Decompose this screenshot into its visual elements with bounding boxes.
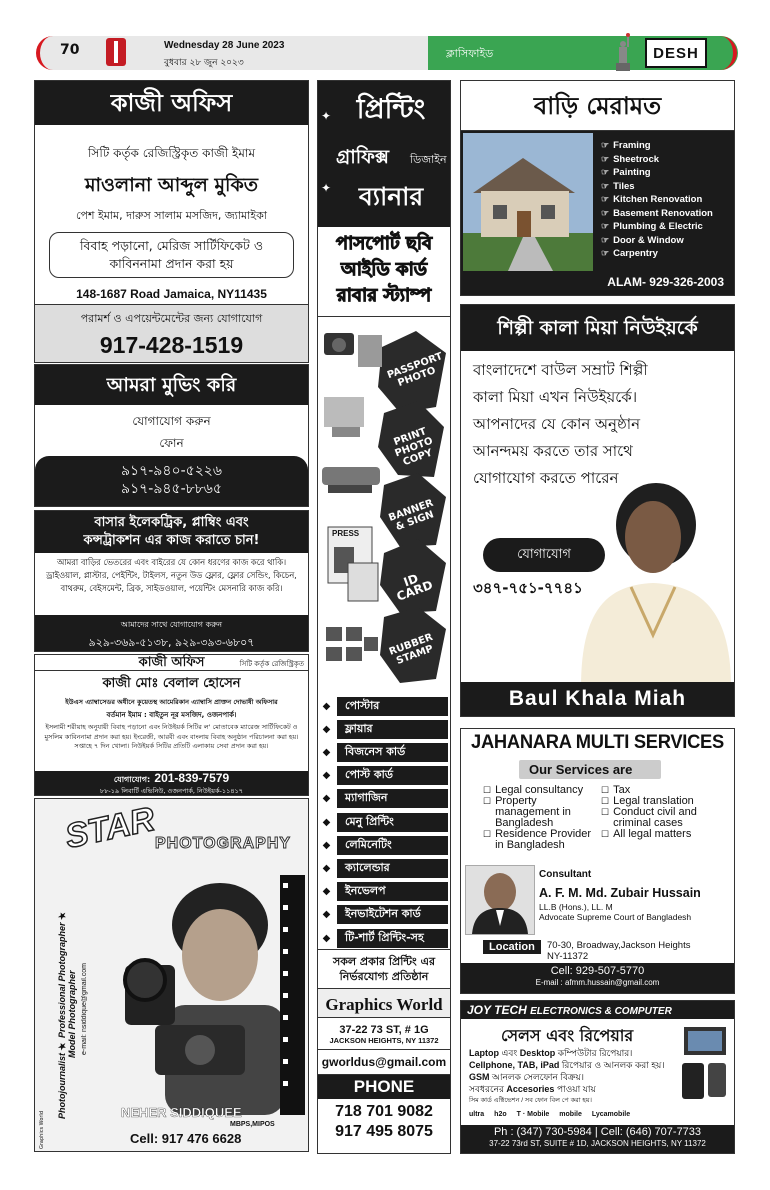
printing-services-list bbox=[318, 691, 450, 949]
joytech-bn-title: সেলস এবং রিপেয়ার bbox=[501, 1026, 634, 1045]
service-item bbox=[322, 788, 448, 810]
graphics-title: গ্রাফিক্স bbox=[336, 146, 390, 168]
location-line-1: 70-30, Broadway,Jackson Heights bbox=[547, 940, 691, 951]
baul-name: Baul Khala Miah bbox=[461, 682, 734, 716]
service-label: টি-শার্ট প্রিন্টিং-সহ bbox=[337, 929, 448, 948]
repair-item bbox=[601, 139, 713, 153]
pointing-hand-icon: ☞ bbox=[601, 153, 610, 164]
joytech-title2: ELECTRONICS & COMPUTER bbox=[530, 1006, 672, 1017]
passport-photo-text: পাসপোর্ট ছবি bbox=[335, 233, 433, 254]
diamond-bullet-icon: ◆ bbox=[322, 700, 331, 712]
diamond-bullet-icon: ◆ bbox=[322, 723, 331, 735]
service-label: Residence Provider in Bangladesh bbox=[495, 828, 592, 851]
devices-icon bbox=[680, 1023, 730, 1103]
service-item bbox=[601, 807, 721, 829]
service-label: মেনু প্রিন্টিং bbox=[337, 813, 448, 832]
service-item bbox=[483, 829, 595, 851]
joytech-address: 37-22 73rd ST, SUITE # 1D, JACKSON HEIGHTS, NY 11372 bbox=[489, 1139, 706, 1148]
home-repair-ad bbox=[460, 80, 735, 296]
kazi-address: 148-1687 Road Jamaica, NY11435 bbox=[76, 287, 267, 301]
repair-services-list bbox=[601, 139, 713, 261]
diamond-icon: ✦ bbox=[321, 109, 332, 123]
phone-title: PHONE bbox=[318, 1075, 450, 1099]
available-text: পাওয়া যায় bbox=[556, 1084, 596, 1094]
service-label: Property management in Bangladesh bbox=[495, 795, 571, 829]
jahanara-cell[interactable]: Cell: 929-507-5770 bbox=[550, 965, 645, 977]
printing-collage bbox=[318, 317, 450, 691]
stamp-banner: BANNER & SIGN bbox=[387, 497, 436, 534]
kazi-contact-label: পরামর্শ ও এপয়েন্টমেন্টের জন্য যোগাযোগ bbox=[80, 312, 263, 325]
service-item bbox=[483, 796, 595, 829]
section-title: ক্লাসিফাইড bbox=[446, 47, 494, 60]
checkbox-icon: ☐ bbox=[601, 785, 610, 795]
repair-item-label: Sheetrock bbox=[613, 153, 660, 165]
checkbox-icon: ☐ bbox=[601, 807, 610, 817]
service-item bbox=[322, 741, 448, 763]
printing-address-2: JACKSON HEIGHTS, NY 11372 bbox=[329, 1036, 439, 1045]
moving-phone-2[interactable]: ৯১৭-৯৪৫-৮৮৬৫ bbox=[121, 481, 222, 497]
diamond-bullet-icon: ◆ bbox=[322, 770, 331, 782]
stamp-passport: PASSPORT PHOTO bbox=[385, 351, 445, 390]
photographer-degree: MBPS,MIPOS bbox=[230, 1121, 275, 1128]
pointing-hand-icon: ☞ bbox=[601, 180, 610, 191]
cellphone-text: Cellphone, TAB, iPad bbox=[469, 1060, 560, 1070]
repair-item bbox=[601, 153, 713, 167]
service-item bbox=[322, 811, 448, 833]
kazi2-address: ৮৮-১৯ লিবার্টি এভিনিউ, ওজনপার্ক, নিউইয়র্ক-১১৪১৭ bbox=[100, 787, 243, 795]
checkbox-icon: ☐ bbox=[483, 785, 492, 795]
carrier-logos bbox=[469, 1111, 630, 1118]
star-logo: STAR bbox=[61, 800, 158, 856]
graphics-world-brand: Graphics World bbox=[318, 989, 450, 1018]
kazi2-title: কাজী অফিস bbox=[138, 655, 205, 670]
joytech-ad bbox=[460, 1000, 735, 1154]
service-label: Legal consultancy bbox=[495, 784, 584, 796]
electric-ad bbox=[34, 510, 309, 652]
service-item bbox=[322, 881, 448, 903]
joytech-line-4 bbox=[469, 1083, 684, 1095]
joytech-phones[interactable]: Ph : (347) 730-5984 | Cell: (646) 707-7733 bbox=[493, 1126, 702, 1138]
service-label: All legal matters bbox=[613, 828, 692, 840]
diamond-bullet-icon: ◆ bbox=[322, 793, 331, 805]
diamond-bullet-icon: ◆ bbox=[322, 862, 331, 874]
pointing-hand-icon: ☞ bbox=[601, 194, 610, 205]
baul-title: শিল্পী কালা মিয়া নিউইয়র্কে bbox=[461, 305, 734, 351]
star-photography-ad bbox=[34, 798, 309, 1152]
printing-ad bbox=[317, 80, 451, 1154]
repair-item-label: Door & Window bbox=[613, 234, 684, 246]
desh-logo bbox=[645, 38, 707, 68]
printing-phone-2[interactable]: 917 495 8075 bbox=[335, 1123, 433, 1140]
printing-address-1: 37-22 73 ST, # 1G bbox=[339, 1024, 429, 1036]
design-title: ডিজাইন bbox=[410, 153, 447, 166]
service-item bbox=[322, 904, 448, 926]
services-right bbox=[601, 785, 721, 851]
repair-item bbox=[601, 166, 713, 180]
all-kinds-text: সবধরনের bbox=[469, 1084, 504, 1094]
consultant-label: Consultant bbox=[539, 869, 592, 880]
service-item bbox=[322, 857, 448, 879]
repair-title: বাড়ি মেরামত bbox=[461, 81, 734, 131]
brand-logo: Lycamobile bbox=[591, 1111, 631, 1118]
baul-photo bbox=[571, 475, 735, 687]
gsm-text: GSM bbox=[469, 1072, 490, 1082]
diamond-bullet-icon: ◆ bbox=[322, 932, 331, 944]
kazi-title: কাজী অফিস bbox=[35, 81, 308, 125]
brand-logo: h2o bbox=[494, 1111, 507, 1118]
diamond-bullet-icon: ◆ bbox=[322, 746, 331, 758]
photography-text: PHOTOGRAPHY bbox=[155, 835, 292, 852]
and-text: এবং bbox=[501, 1048, 518, 1058]
repair-item-label: Framing bbox=[613, 140, 651, 152]
baul-ad bbox=[460, 304, 735, 717]
joytech-title: JOY TECH bbox=[467, 1003, 527, 1017]
service-item bbox=[322, 695, 448, 717]
baul-text-line: আপনাদের যে কোন অনুষ্ঠান bbox=[473, 415, 641, 433]
joytech-line-2 bbox=[469, 1059, 684, 1071]
diamond-bullet-icon: ◆ bbox=[322, 886, 331, 898]
rubber-stamp-text: রাবার স্ট্যাম্প bbox=[336, 285, 432, 306]
kazi2-line1: ইউএস এ্যাম্বাসেডর অধীনে কুয়েতস্থ আমেরিকান এ্যাম্বাসি প্রাক্তন দোভাষী অফিসার bbox=[65, 698, 278, 706]
baul-text-line: বাংলাদেশে বাউল সম্রাট শিল্পী bbox=[473, 361, 648, 379]
electric-contact: আমাদের সাথে যোগাযোগ করুন bbox=[120, 620, 223, 629]
pointing-hand-icon: ☞ bbox=[601, 221, 610, 232]
kazi-role: পেশ ইমাম, দারুস সালাম মসজিদ, জ্যামাইকা bbox=[76, 209, 267, 222]
location-line-2: NY-11372 bbox=[547, 951, 589, 962]
consultant-degree: LL.B (Hons.), LL. M bbox=[539, 902, 613, 912]
moving-contact: যোগাযোগ করুন bbox=[132, 414, 211, 428]
date-bangla: বুধবার ২৮ জুন ২০২৩ bbox=[164, 58, 244, 68]
press-label: PRESS bbox=[332, 529, 360, 538]
baul-text-line: আনন্দময় করতে তার সাথে bbox=[473, 442, 633, 460]
house-photo bbox=[463, 133, 593, 271]
service-label: ম্যাগাজিন bbox=[337, 789, 448, 808]
date-english: Wednesday 28 June 2023 bbox=[164, 40, 285, 51]
repair-item-label: Painting bbox=[613, 167, 651, 179]
stamp-rubber: RUBBER STAMP bbox=[387, 631, 435, 667]
brand-logo: mobile bbox=[559, 1111, 582, 1118]
consultant-photo bbox=[465, 865, 535, 935]
stamp-id: ID CARD bbox=[394, 571, 435, 604]
service-label: Legal translation bbox=[613, 795, 694, 807]
pointing-hand-icon: ☞ bbox=[601, 167, 610, 178]
service-label: পোস্ট কার্ড bbox=[337, 766, 448, 785]
location-label: Location bbox=[483, 940, 541, 954]
graphics-credit: Graphics World bbox=[39, 1111, 45, 1149]
service-item bbox=[322, 834, 448, 856]
repair-item-label: Carpentry bbox=[613, 248, 658, 260]
unlock-text: রিপেয়ার ও আনলক করা হয়। bbox=[561, 1060, 665, 1070]
service-item bbox=[601, 829, 721, 840]
desktop-text: Desktop bbox=[519, 1048, 556, 1058]
service-item bbox=[322, 927, 448, 949]
pointing-hand-icon: ☞ bbox=[601, 140, 610, 151]
kazi2-name: কাজী মোঃ বেলাল হোসেন bbox=[102, 676, 241, 691]
service-label: পোস্টার bbox=[337, 697, 448, 716]
printing-email[interactable]: gworldus@gmail.com bbox=[318, 1050, 450, 1075]
repair-item-label: Basement Renovation bbox=[613, 207, 713, 219]
repair-item bbox=[601, 207, 713, 221]
baul-text bbox=[461, 351, 734, 492]
joytech-line-1 bbox=[469, 1047, 684, 1059]
repair-item bbox=[601, 220, 713, 234]
service-label: ক্যালেন্ডার bbox=[337, 859, 448, 878]
service-item bbox=[322, 765, 448, 787]
repair-text: কম্পিউটার রিপেয়ার। bbox=[557, 1048, 633, 1058]
stamp-print: PRINT PHOTO COPY bbox=[392, 426, 435, 469]
kazi-phone[interactable]: 917-428-1519 bbox=[99, 332, 244, 358]
brand-logo: T · Mobile bbox=[516, 1111, 550, 1118]
repair-item-label: Tiles bbox=[613, 180, 635, 192]
photographer-photo bbox=[105, 855, 305, 1115]
jahanara-email[interactable]: E-mail : afmm.hussain@gmail.com bbox=[535, 978, 660, 987]
laptop-text: Laptop bbox=[469, 1048, 499, 1058]
pointing-hand-icon: ☞ bbox=[601, 207, 610, 218]
logo-text: DESH bbox=[653, 44, 699, 62]
consultant-name: A. F. M. Md. Zubair Hussain bbox=[539, 886, 701, 900]
diamond-bullet-icon: ◆ bbox=[322, 839, 331, 851]
photographer-cell[interactable]: Cell: 917 476 6628 bbox=[130, 1131, 242, 1146]
kazi-office-ad bbox=[34, 80, 309, 363]
baul-contact-pill: যোগাযোগ bbox=[483, 538, 605, 572]
kazi-line1: সিটি কর্তৃক রেজিস্ট্রিকৃত কাজী ইমাম bbox=[87, 146, 256, 160]
consultant-title: Advocate Supreme Court of Bangladesh bbox=[539, 912, 692, 922]
checkbox-icon: ☐ bbox=[601, 829, 610, 839]
baul-text-line: যোগাযোগ করতে পারেন bbox=[473, 469, 619, 487]
checkbox-icon: ☐ bbox=[483, 796, 492, 806]
service-label: লেমিনেটিং bbox=[337, 836, 448, 855]
moving-phone-1[interactable]: ৯১৭-৯৪০-৫২২৬ bbox=[120, 463, 223, 479]
banner-title: ব্যানার bbox=[358, 182, 424, 211]
repair-item bbox=[601, 193, 713, 207]
repair-item-label: Plumbing & Electric bbox=[613, 221, 703, 233]
statue-of-liberty-icon bbox=[610, 33, 636, 71]
service-item bbox=[322, 718, 448, 740]
service-label: ফ্লায়ার bbox=[337, 720, 448, 739]
moving-phone-label: ফোন bbox=[159, 436, 184, 450]
star-side-title: Photojournalist ★ Professional Photographer ★ Model Photographer bbox=[57, 909, 77, 1119]
diamond-icon: ✦ bbox=[321, 181, 332, 195]
kazi-name: মাওলানা আব্দুল মুকিত bbox=[85, 174, 258, 196]
repair-contact[interactable]: ALAM- 929-326-2003 bbox=[607, 275, 724, 289]
kazi-services: বিবাহ পড়ানো, মেরিজ সার্টিফিকেট ও কাবিননামা প্রদান করা হয় bbox=[49, 232, 294, 278]
moving-ad bbox=[34, 364, 309, 507]
printing-tagline-1: সকল প্রকার প্রিন্টিং এর bbox=[332, 955, 436, 968]
diamond-bullet-icon: ◆ bbox=[322, 816, 331, 828]
photographer-name: NEHER SIDDIQUEE bbox=[121, 1105, 242, 1120]
joytech-line-5: সিম কার্ড এক্টিভেশন / সব ফোন বিল পে করা হয়। bbox=[469, 1097, 592, 1104]
diamond-bullet-icon: ◆ bbox=[322, 909, 331, 921]
brand-logo: ultra bbox=[469, 1111, 485, 1118]
service-label: ইনভেলপ bbox=[337, 882, 448, 901]
id-card-text: আইডি কার্ড bbox=[340, 259, 428, 280]
baul-text-line: কালা মিয়া এখন নিউইয়র্কে। bbox=[473, 388, 638, 406]
electric-phones[interactable]: ৯২৯-৩৬৯-৫১৩৮, ৯২৯-৩৯৩-৬৮০৭ bbox=[88, 636, 255, 649]
jahanara-title: JAHANARA MULTI SERVICES bbox=[471, 731, 724, 753]
star-email: e-mail: nsiddique@gmail.com bbox=[81, 963, 88, 1055]
repair-item bbox=[601, 180, 713, 194]
printing-phone-1[interactable]: 718 701 9082 bbox=[335, 1103, 433, 1120]
electric-title-2: কন্সট্রাকশন এর কাজ করাতে চান! bbox=[83, 533, 260, 548]
kazi2-phone[interactable]: 201-839-7579 bbox=[154, 771, 230, 785]
electric-title-1: বাসার ইলেকট্রিক, প্লাম্বিং এবং bbox=[94, 515, 249, 530]
joytech-line-3 bbox=[469, 1071, 684, 1083]
pointing-hand-icon: ☞ bbox=[601, 248, 610, 259]
repair-item bbox=[601, 247, 713, 261]
page-number: 70 bbox=[60, 42, 80, 58]
kazi2-ad bbox=[34, 654, 309, 796]
checkbox-icon: ☐ bbox=[483, 829, 492, 839]
service-label: Conduct civil and criminal cases bbox=[613, 806, 697, 829]
flag-icon bbox=[106, 38, 126, 66]
electric-body: আমরা বাড়ির ভেতরের এবং বাইরের যে কোন ধরণের কাজ করে থাকি। ড্রাইওয়াল, প্লাস্টার, পেইন্টিং, টাইলস, নতুন উড ফ্লোর, ফ্লোর সেন্ডিং, কিচেন, বাথরুম, বেইসমেন্ট, ব্রিক, সাইডওয়াল, পয়েন্টিং মেসনারি কাজ করি। bbox=[46, 557, 297, 593]
baul-phone[interactable]: ৩৪৭-৭৫১-৭৭৪১ bbox=[473, 579, 583, 597]
pointing-hand-icon: ☞ bbox=[601, 234, 610, 245]
gsm-sale-text: আনলক সেলফোন বিক্রয়। bbox=[492, 1072, 585, 1082]
accessories-text: Accesories bbox=[506, 1084, 555, 1094]
repair-item bbox=[601, 234, 713, 248]
repair-item-label: Kitchen Renovation bbox=[613, 194, 703, 206]
kazi2-line3: ইসলামী শরীয়াহ অনুযায়ী বিবাহ পড়ানো এবং নিউইয়র্ক সিটির ল' মোতাবেক ম্যারেজ সার্টিফিকেট ও মুসলিম কাবিননামা প্রদান করা হয়। ইংরেজী, আরবী এবং বাংলায় বিবাহ অনুষ্ঠান পরিচালনা করা হয়। সপ্তাহে ৭ দিন খোলা। নিউইয়র্ক সিটির প্রতিটি এলাকায় সেবা প্রদান করা হয়। bbox=[44, 723, 299, 750]
jahanara-ad bbox=[460, 728, 735, 994]
printing-tagline-2: নির্ভরযোগ্য প্রতিষ্ঠান bbox=[339, 970, 429, 983]
kazi2-badge: সিটি কর্তৃক রেজিস্ট্রিকৃত bbox=[239, 660, 304, 668]
printing-title: প্রিন্টিং bbox=[356, 94, 426, 125]
kazi2-line2: বর্তমান ইমাম : বাইতুন নূর মসজিদ, ওজনপার্ক। bbox=[106, 711, 237, 719]
moving-title: আমরা মুভিং করি bbox=[35, 365, 308, 405]
service-label: বিজনেস কার্ড bbox=[337, 743, 448, 762]
services-left bbox=[483, 785, 595, 851]
service-label: ইনভাইটেশন কার্ড bbox=[337, 905, 448, 924]
service-label: Tax bbox=[613, 784, 631, 796]
checkbox-icon: ☐ bbox=[601, 796, 610, 806]
our-services-label: Our Services are bbox=[519, 760, 661, 779]
kazi2-contact-label: যোগাযোগ: bbox=[113, 775, 151, 784]
